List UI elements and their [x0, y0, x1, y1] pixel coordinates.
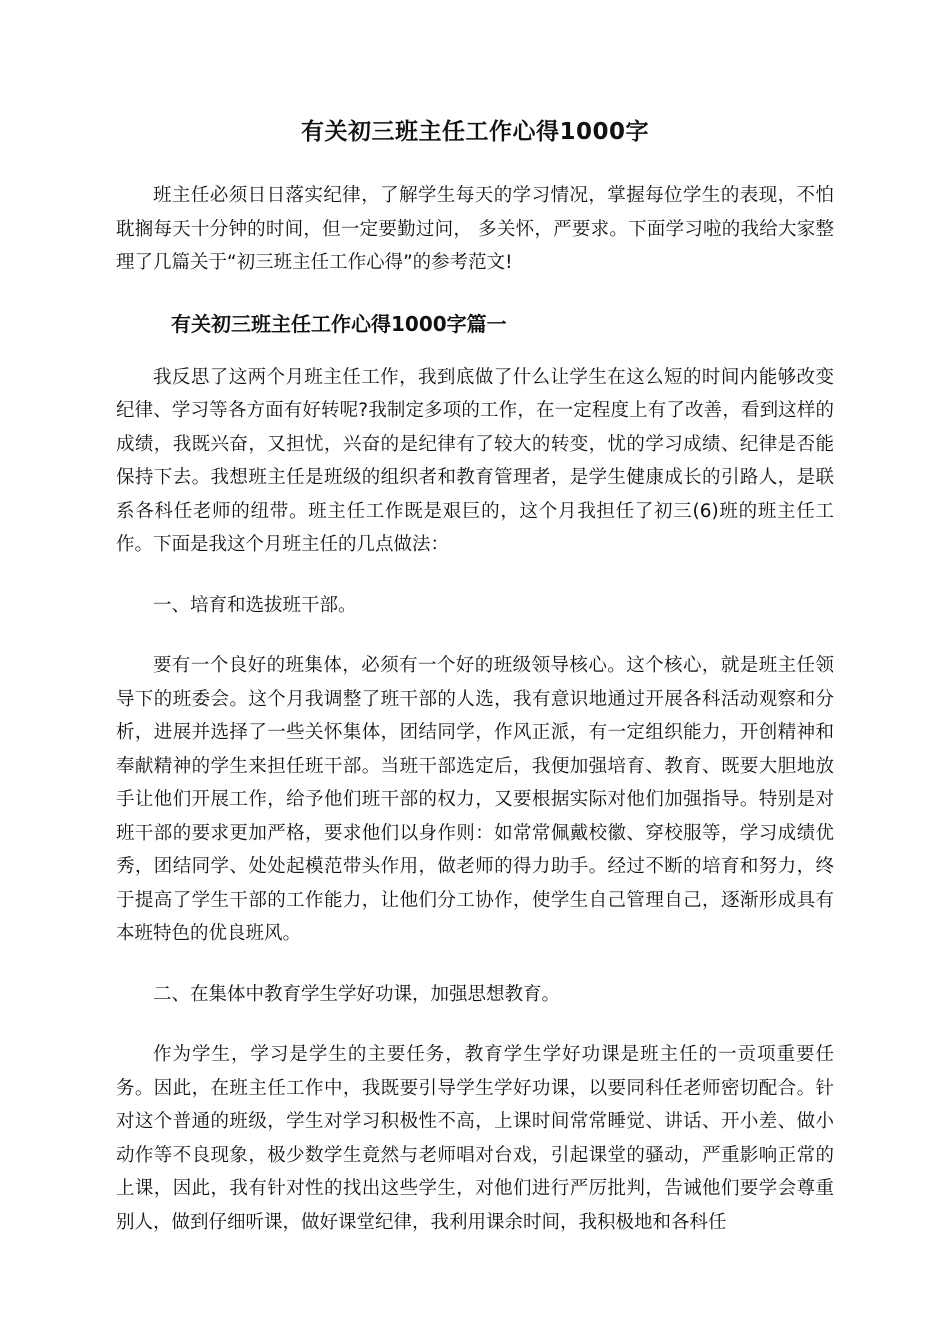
document-page	[116, 112, 834, 1239]
document-title: 有关初三班主任工作心得1000字	[300, 119, 649, 145]
body-paragraph: 要有一个良好的班集体，必须有一个好的班级领导核心。这个核心，就是班主任领导下的班委会。这个月我调整了班干部的人选，我有意识地通过开展各科活动观察和分析，进展并选择了一些关怀集体，团结同学，作风正派，有一定组织能力，开创精神和奉献精神的学生来担任班干部。当班干部选定后，我便加强培育、教育、既要大胆地放手让他们开展工作，给予他们班干部的权力，又要根据实际对他们加强指导。特别是对班干部的要求更加严格，要求他们以身作则：如常常佩戴校徽、穿校服等，学习成绩优秀，团结同学、处处起模范带头作用，做老师的得力助手。经过不断的培育和努力，终于提高了学生干部的工作能力，让他们分工协作，使学生自己管理自己，逐渐形成具有本班特色的优良班风。	[116, 655, 834, 944]
intro-paragraph: 班主任必须日日落实纪律，了解学生每天的学习情况，掌握每位学生的表现，不怕耽搁每天十分钟的时间，但一定要勤过问， 多关怀，严要求。下面学习啦的我给大家整理了几篇关于“初三班主任工作心得”的参考范文!	[116, 185, 834, 273]
section-title: 有关初三班主任工作心得1000字篇一	[171, 311, 507, 336]
list-heading: 一、培育和选拔班干部。	[153, 594, 357, 616]
list-heading: 二、在集体中教育学生学好功课，加强思想教育。	[153, 983, 561, 1005]
body-paragraph: 我反思了这两个月班主任工作，我到底做了什么让学生在这么短的时间内能够改变纪律、学习等各方面有好转呢?我制定多项的工作，在一定程度上有了改善，看到这样的成绩，我既兴奋，又担忧，兴奋的是纪律有了较大的转变，忧的学习成绩、纪律是否能保持下去。我想班主任是班级的组织者和教育管理者，是学生健康成长的引路人，是联系各科任老师的纽带。班主任工作既是艰巨的，这个月我担任了初三(6)班的班主任工作。下面是我这个月班主任的几点做法：	[116, 366, 834, 555]
body-paragraph: 作为学生，学习是学生的主要任务，教育学生学好功课是班主任的一贡项重要任务。因此，在班主任工作中，我既要引导学生学好功课，以要同科任老师密切配合。针对这个普通的班级，学生对学习积极性不高，上课时间常常睡觉、讲话、开小差、做小动作等不良现象，极少数学生竟然与老师唱对台戏，引起课堂的骚动，严重影响正常的上课，因此，我有针对性的找出这些学生，对他们进行严厉批判，告诫他们要学会尊重别人，做到仔细听课，做好课堂纪律，我利用课余时间，我积极地和各科任	[116, 1044, 834, 1233]
